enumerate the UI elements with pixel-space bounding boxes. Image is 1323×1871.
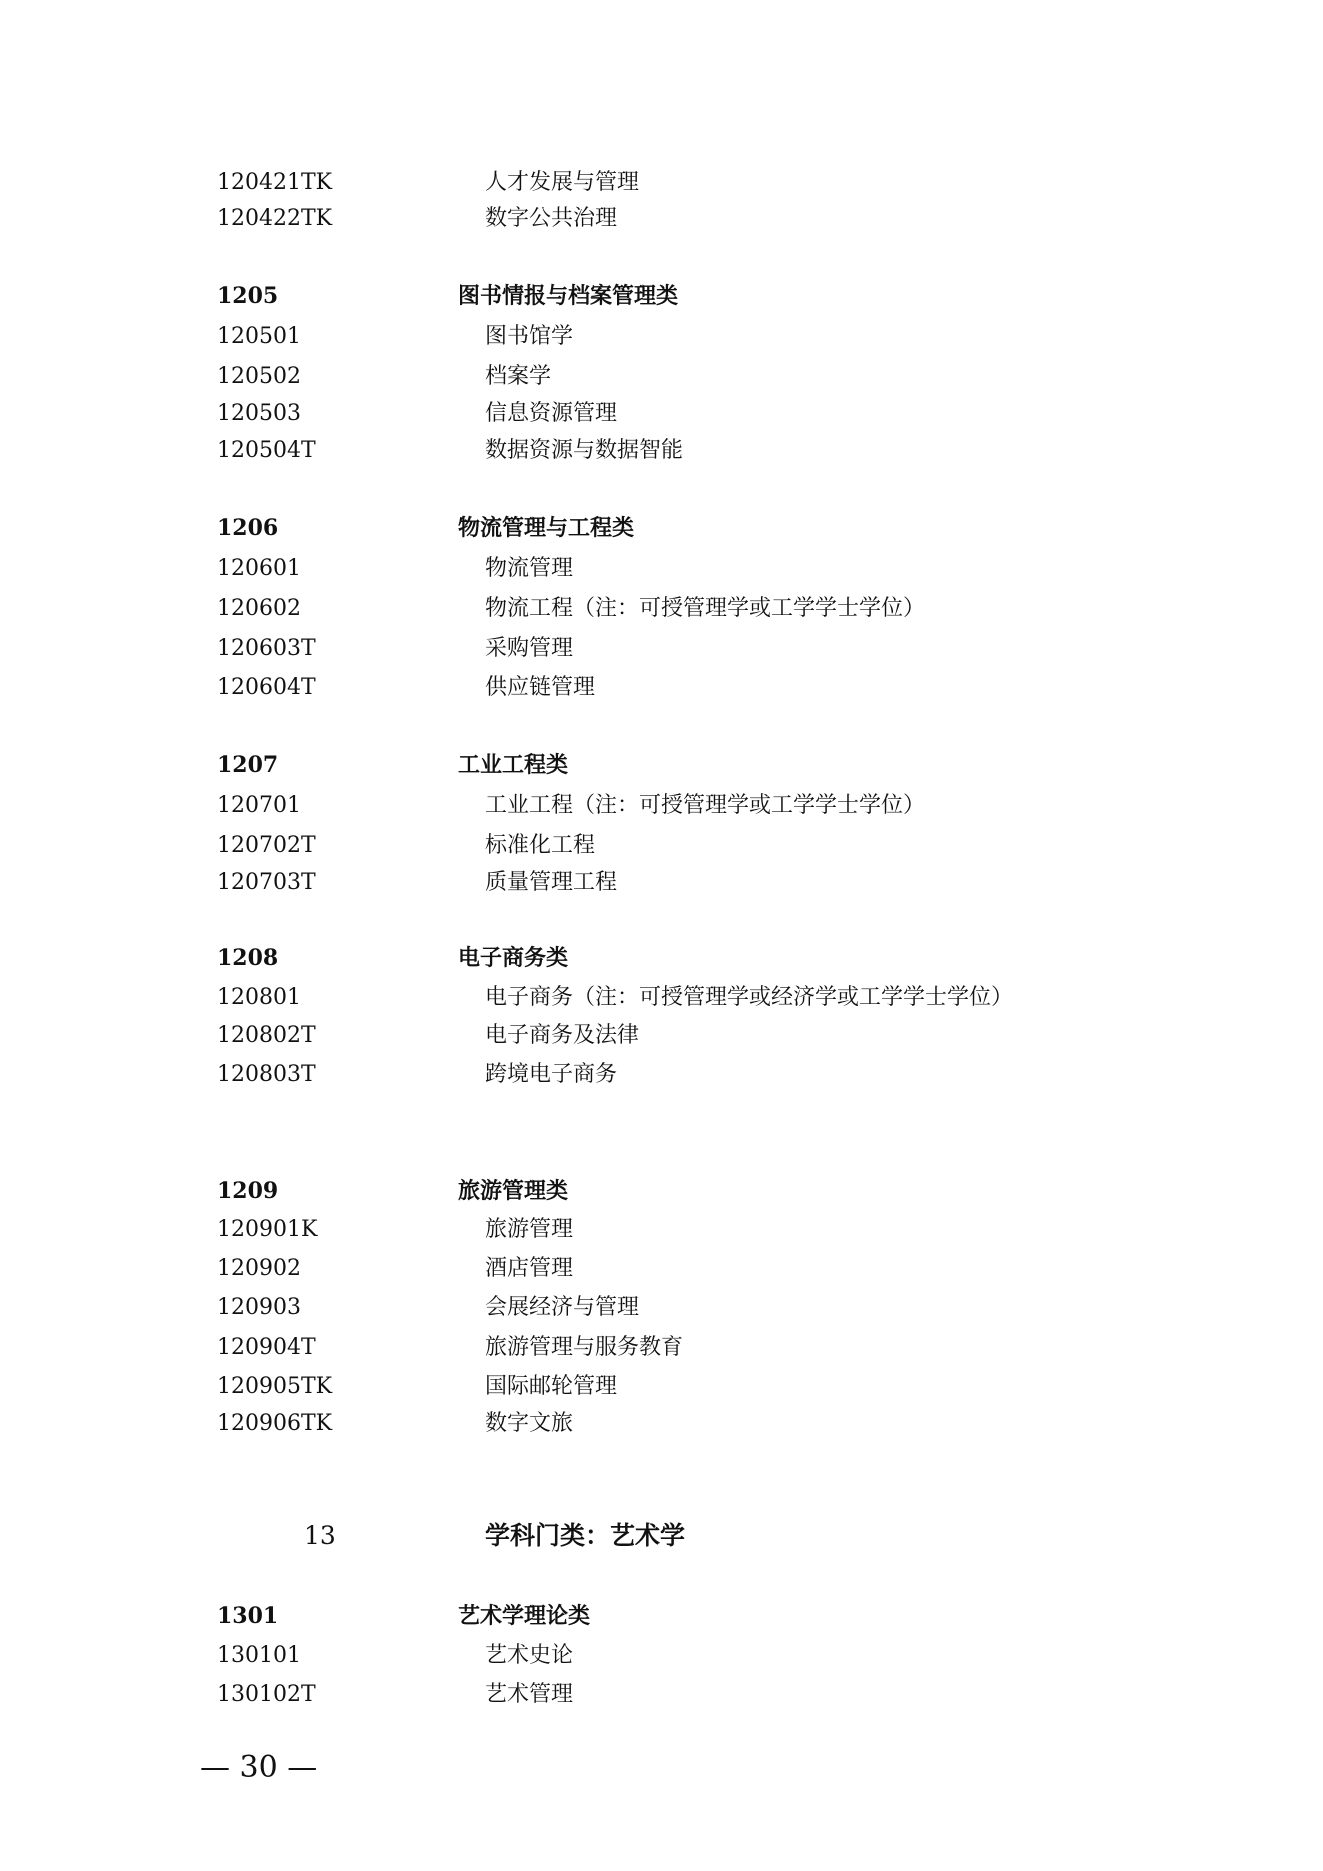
major-name: 采购管理	[485, 636, 574, 661]
major-code: 120422TK	[217, 206, 333, 231]
major-name: 国际邮轮管理	[485, 1374, 618, 1399]
major-code: 120902	[217, 1256, 301, 1281]
major-name: 标准化工程	[485, 833, 596, 858]
major-name: 人才发展与管理	[485, 170, 640, 195]
major-code: 120901K	[217, 1217, 318, 1242]
category-name: 电子商务类	[458, 945, 569, 971]
major-code: 120501	[217, 324, 301, 349]
major-name: 艺术史论	[485, 1643, 574, 1668]
major-name: 艺术管理	[485, 1682, 574, 1707]
major-name: 质量管理工程	[485, 870, 618, 895]
category-code: 1209	[217, 1178, 279, 1204]
discipline-name: 学科门类：艺术学	[485, 1521, 686, 1550]
major-name: 旅游管理与服务教育	[485, 1335, 684, 1360]
major-name: 电子商务（注：可授管理学或经济学或工学学士学位）	[485, 985, 1014, 1010]
major-code: 120905TK	[217, 1374, 333, 1399]
major-code: 120702T	[217, 833, 316, 858]
category-name: 艺术学理论类	[458, 1603, 591, 1629]
major-name: 会展经济与管理	[485, 1295, 640, 1320]
major-code: 120906TK	[217, 1411, 333, 1436]
category-code: 1208	[217, 945, 279, 971]
major-code: 130101	[217, 1643, 301, 1668]
major-code: 120703T	[217, 870, 316, 895]
major-name: 数据资源与数据智能	[485, 438, 684, 463]
category-name: 物流管理与工程类	[458, 515, 635, 541]
category-code: 1207	[217, 752, 279, 778]
major-name: 图书馆学	[485, 324, 574, 349]
category-code: 1206	[217, 515, 279, 541]
major-code: 120503	[217, 401, 301, 426]
major-name: 供应链管理	[485, 675, 596, 700]
major-code: 120601	[217, 556, 301, 581]
major-code: 120504T	[217, 438, 316, 463]
major-code: 120701	[217, 793, 301, 818]
category-code: 1301	[217, 1603, 279, 1629]
major-name: 档案学	[485, 364, 552, 389]
category-code: 1205	[217, 283, 279, 309]
major-name: 数字公共治理	[485, 206, 618, 231]
major-name: 物流工程（注：可授管理学或工学学士学位）	[485, 596, 926, 621]
major-name: 信息资源管理	[485, 401, 618, 426]
page-number: — 30 —	[200, 1750, 318, 1785]
major-name: 旅游管理	[485, 1217, 574, 1242]
major-code: 120903	[217, 1295, 301, 1320]
major-code: 120802T	[217, 1023, 316, 1048]
discipline-code: 13	[304, 1521, 336, 1550]
category-name: 旅游管理类	[458, 1178, 569, 1204]
category-name: 工业工程类	[458, 752, 569, 778]
major-name: 工业工程（注：可授管理学或工学学士学位）	[485, 793, 926, 818]
category-name: 图书情报与档案管理类	[458, 283, 679, 309]
major-code: 120904T	[217, 1335, 316, 1360]
major-code: 120603T	[217, 636, 316, 661]
major-code: 120421TK	[217, 170, 333, 195]
major-code: 120602	[217, 596, 301, 621]
major-code: 130102T	[217, 1682, 316, 1707]
major-name: 物流管理	[485, 556, 574, 581]
major-code: 120502	[217, 364, 301, 389]
major-code: 120604T	[217, 675, 316, 700]
major-name: 跨境电子商务	[485, 1062, 618, 1087]
major-code: 120803T	[217, 1062, 316, 1087]
major-code: 120801	[217, 985, 301, 1010]
major-name: 酒店管理	[485, 1256, 574, 1281]
major-name: 数字文旅	[485, 1411, 574, 1436]
major-name: 电子商务及法律	[485, 1023, 640, 1048]
